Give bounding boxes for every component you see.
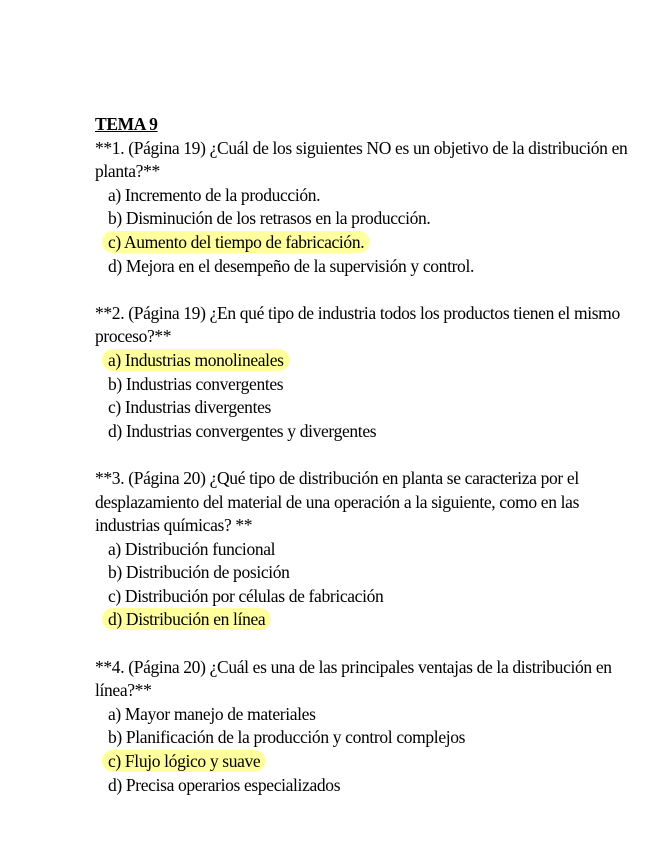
option-c: c) Industrias divergentes (108, 397, 271, 418)
options-list (95, 538, 635, 632)
options-list (95, 703, 635, 797)
option-b: b) Distribución de posición (108, 562, 290, 583)
option-b: b) Disminución de los retrasos en la producción. (108, 208, 431, 229)
option-c: c) Distribución por células de fabricación (108, 585, 384, 606)
option-a: a) Distribución funcional (108, 538, 276, 559)
question-1 (95, 137, 635, 279)
question-3 (95, 467, 635, 632)
page-title: TEMA 9 (95, 114, 158, 134)
option-a: a) Incremento de la producción. (108, 184, 321, 205)
question-text: **2. (Página 19) ¿En qué tipo de industria todos los productos tienen el mismo proceso?** (95, 302, 620, 347)
options-list (95, 184, 635, 278)
option-c-highlighted: c) Flujo lógico y suave (108, 750, 635, 774)
option-b: b) Planificación de la producción y control complejos (108, 727, 466, 748)
question-4 (95, 656, 635, 798)
question-text: **4. (Página 20) ¿Cuál es una de las principales ventajas de la distribución en línea?** (95, 656, 612, 701)
option-b: b) Industrias convergentes (108, 373, 284, 394)
document-page (95, 113, 635, 797)
question-text: **1. (Página 19) ¿Cuál de los siguientes NO es un objetivo de la distribución en planta?** (95, 137, 628, 182)
option-d: d) Precisa operarios especializados (108, 774, 341, 795)
option-c-highlighted: c) Aumento del tiempo de fabricación. (108, 231, 635, 255)
options-list (95, 349, 635, 443)
spacer (95, 443, 635, 467)
option-a-highlighted: a) Industrias monolineales (108, 349, 635, 373)
option-d: d) Industrias convergentes y divergentes (108, 420, 377, 441)
option-a: a) Mayor manejo de materiales (108, 703, 316, 724)
question-text: **3. (Página 20) ¿Qué tipo de distribución en planta se caracteriza por el desplazamiento del material de una operación a la siguiente, como en las industrias químicas? ** (95, 467, 580, 536)
spacer (95, 278, 635, 302)
spacer (95, 632, 635, 656)
question-2 (95, 302, 635, 444)
option-d-highlighted: d) Distribución en línea (108, 608, 635, 632)
option-d: d) Mejora en el desempeño de la supervisión y control. (108, 255, 474, 276)
